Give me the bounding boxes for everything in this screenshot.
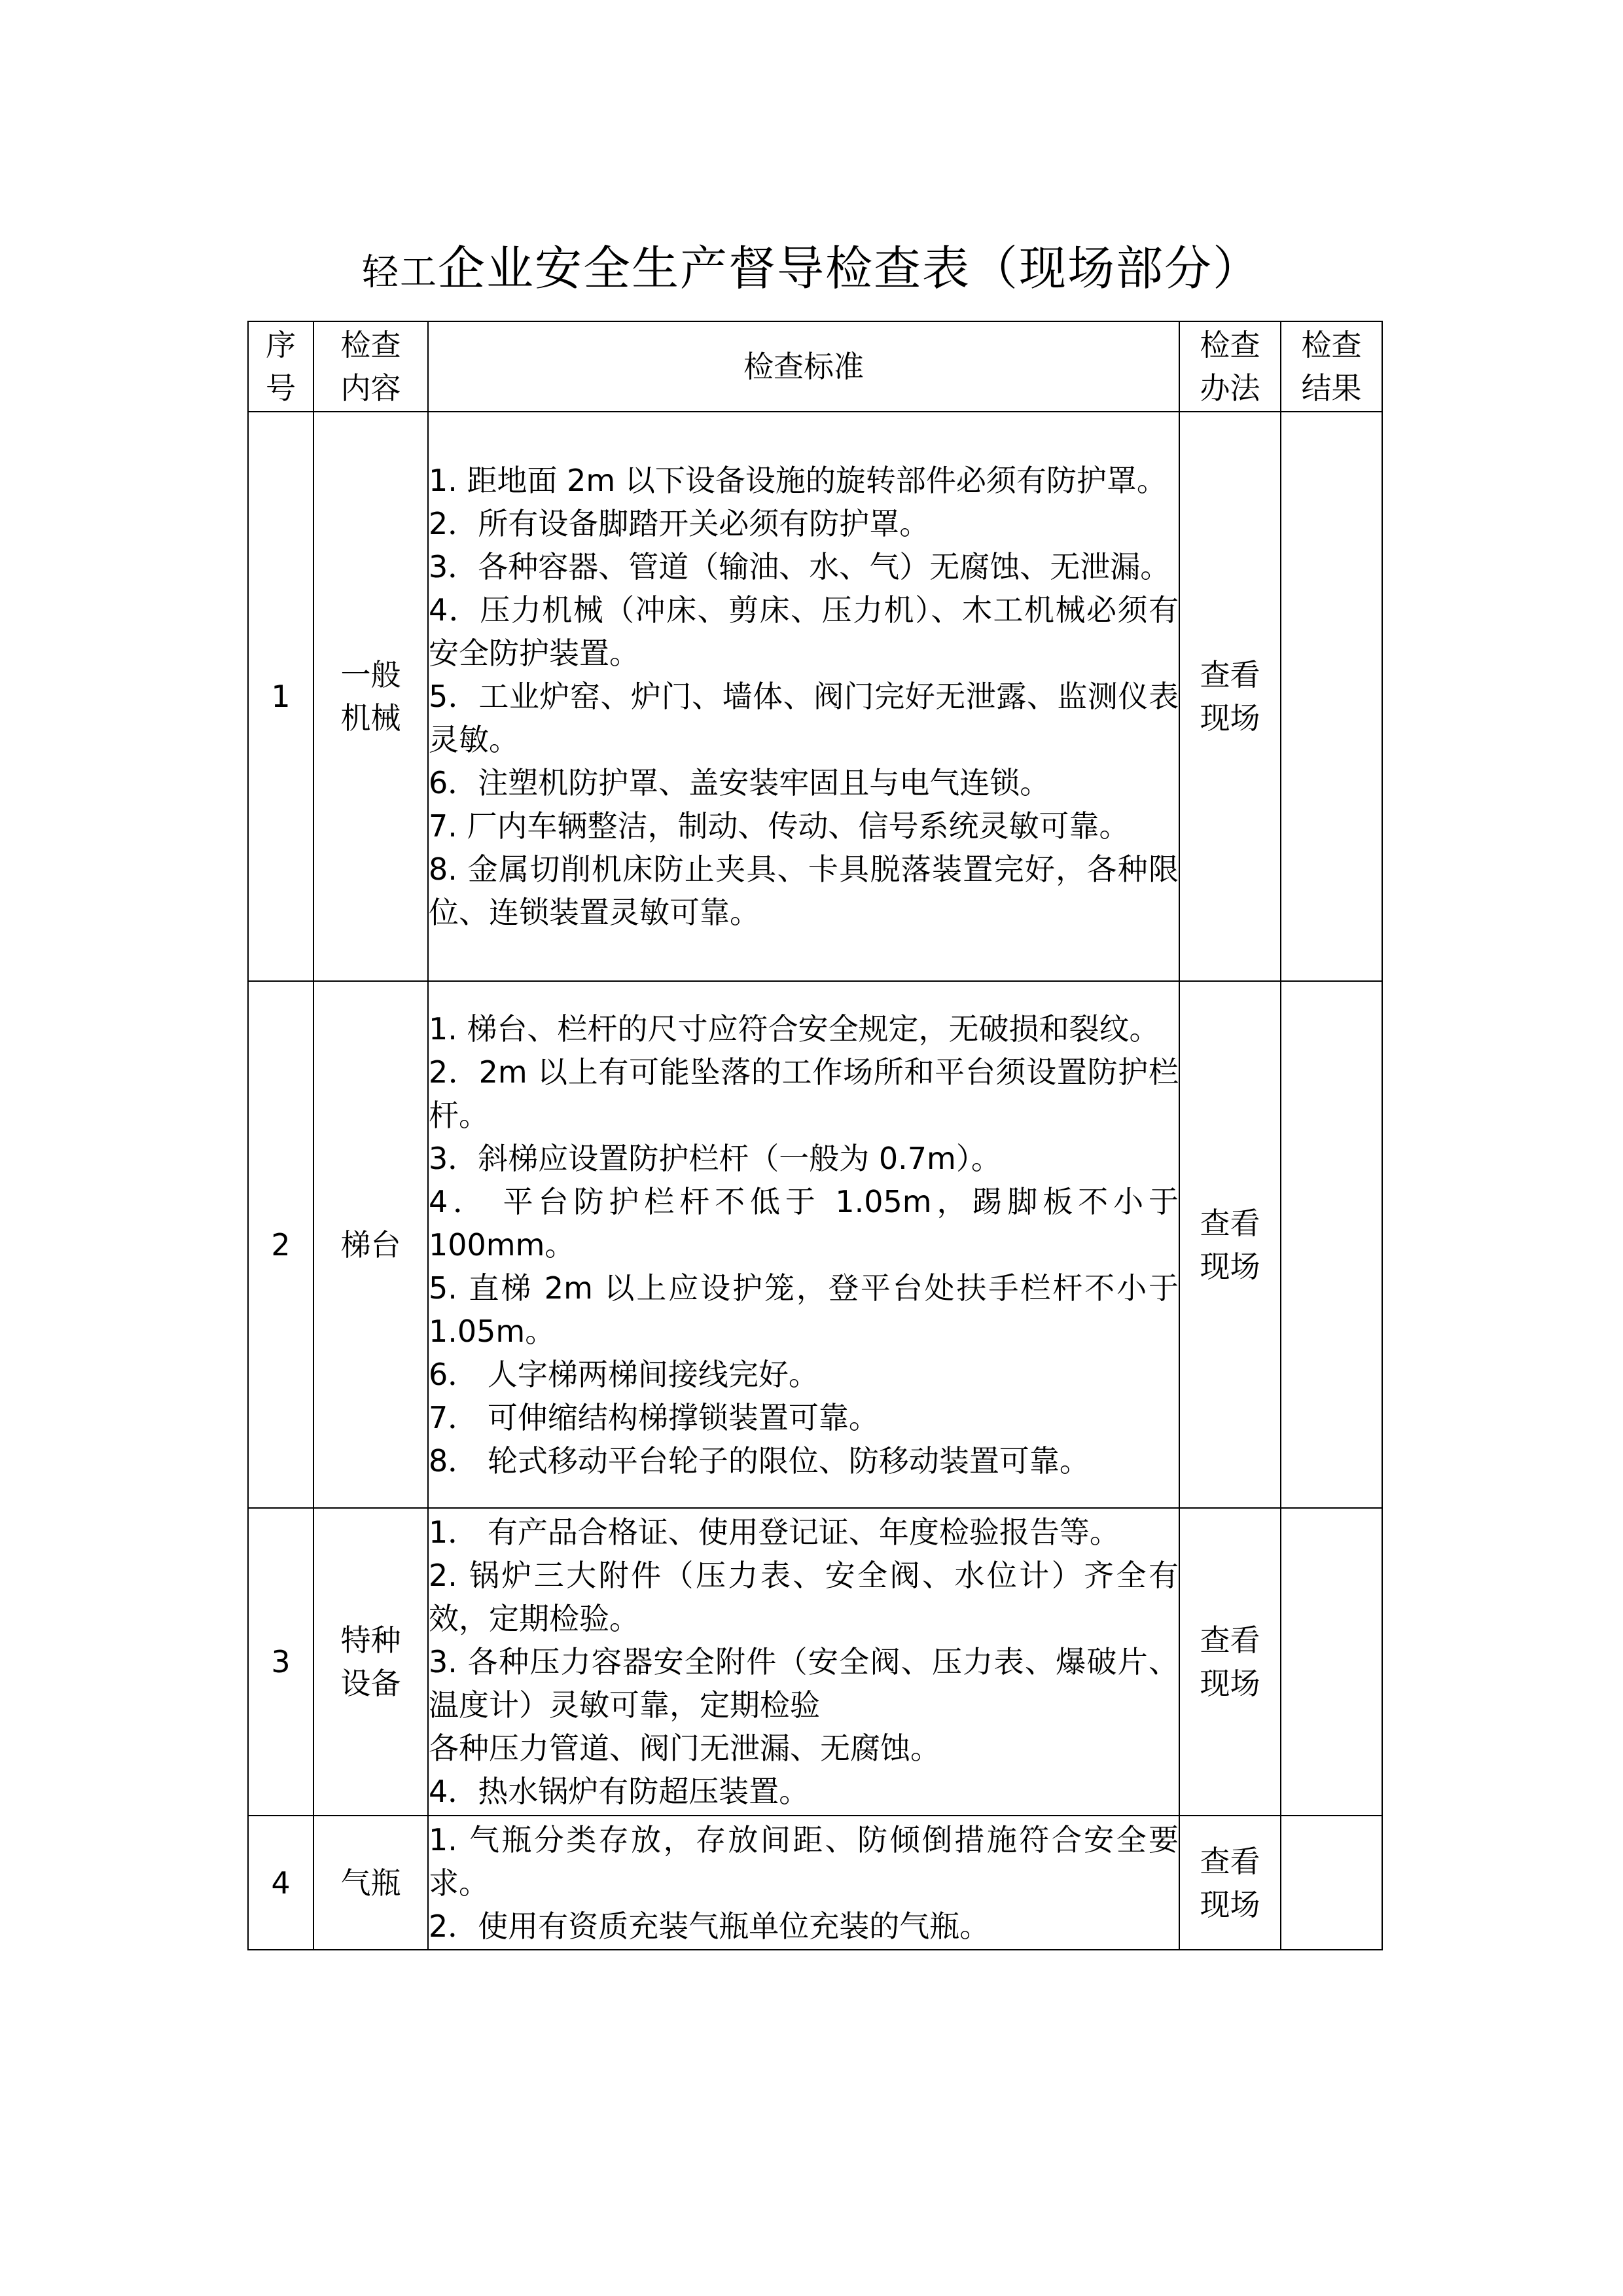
table-row	[248, 412, 1382, 981]
standard-item: 3. 各种压力容器安全附件（安全阀、压力表、爆破片、温度计）灵敏可靠，定期检验	[429, 1644, 1179, 1723]
standard-item: 1． 有产品合格证、使用登记证、年度检验报告等。	[429, 1515, 1120, 1550]
row-method: 查看现场	[1179, 981, 1281, 1508]
standard-item: 6． 人字梯两梯间接线完好。	[429, 1356, 819, 1392]
title-prefix: 轻工	[361, 251, 438, 294]
row-standard	[428, 1508, 1179, 1816]
standard-item: 3．斜梯应设置防护栏杆（一般为 0.7m）。	[429, 1140, 1001, 1176]
standard-item: 2．使用有资质充装气瓶单位充装的气瓶。	[429, 1908, 990, 1944]
standard-list	[429, 1007, 1179, 1482]
header-row	[248, 321, 1382, 412]
standard-item: 2．所有设备脚踏开关必须有防护罩。	[429, 506, 930, 541]
inspection-table	[247, 321, 1383, 1950]
standard-item: 4．压力机械（冲床、剪床、压力机）、木工机械必须有安全防护装置。	[429, 592, 1179, 671]
header-standard: 检查标准	[428, 321, 1179, 412]
row-method: 查看现场	[1179, 412, 1281, 981]
row-standard	[428, 412, 1179, 981]
header-no: 序号	[248, 321, 313, 412]
header-result: 检查结果	[1281, 321, 1382, 412]
standard-item: 4． 平台防护栏杆不低于 1.05m，踢脚板不小于 100mm。	[429, 1183, 1179, 1263]
standard-list	[429, 1511, 1179, 1813]
standard-item: 7． 可伸缩结构梯撑锁装置可靠。	[429, 1399, 879, 1435]
row-result	[1281, 1508, 1382, 1816]
row-method: 查看现场	[1179, 1816, 1281, 1950]
standard-item: 1. 梯台、栏杆的尺寸应符合安全规定，无破损和裂纹。	[429, 1011, 1160, 1047]
row-result	[1281, 412, 1382, 981]
standard-item: 3．各种容器、管道（输油、水、气）无腐蚀、无泄漏。	[429, 549, 1171, 584]
row-number: 4	[248, 1816, 313, 1950]
table-row	[248, 981, 1382, 1508]
standard-item: 6．注塑机防护罩、盖安装牢固且与电气连锁。	[429, 765, 1050, 800]
standard-item: 5．工业炉窑、炉门、墙体、阀门完好无泄露、监测仪表灵敏。	[429, 679, 1179, 757]
standard-list	[429, 459, 1179, 934]
standard-item: 1. 距地面 2m 以下设备设施的旋转部件必须有防护罩。	[429, 463, 1167, 498]
table-row	[248, 1816, 1382, 1950]
standard-item: 8. 金属切削机床防止夹具、卡具脱落装置完好，各种限位、连锁装置灵敏可靠。	[429, 852, 1179, 930]
standard-item: 8． 轮式移动平台轮子的限位、防移动装置可靠。	[429, 1443, 1090, 1479]
row-number: 3	[248, 1508, 313, 1816]
row-content: 一般机械	[313, 412, 428, 981]
row-standard	[428, 981, 1179, 1508]
standard-item: 各种压力管道、阀门无泄漏、无腐蚀。	[429, 1731, 940, 1766]
document-title	[0, 236, 1623, 306]
row-result	[1281, 981, 1382, 1508]
table-row	[248, 1508, 1382, 1816]
standard-item: 2．2m 以上有可能坠落的工作场所和平台须设置防护栏杆。	[429, 1054, 1179, 1133]
row-content: 梯台	[313, 981, 428, 1508]
standard-item: 7. 厂内车辆整洁，制动、传动、信号系统灵敏可靠。	[429, 808, 1130, 844]
standard-item: 2. 锅炉三大附件（压力表、安全阀、水位计）齐全有效，定期检验。	[429, 1558, 1179, 1636]
header-method: 检查办法	[1179, 321, 1281, 412]
standard-item: 4．热水锅炉有防超压装置。	[429, 1774, 810, 1809]
header-content: 检查内容	[313, 321, 428, 412]
row-standard	[428, 1816, 1179, 1950]
row-number: 2	[248, 981, 313, 1508]
row-number: 1	[248, 412, 313, 981]
standard-item: 1. 气瓶分类存放，存放间距、防倾倒措施符合安全要求。	[429, 1821, 1179, 1901]
row-result	[1281, 1816, 1382, 1950]
row-content: 气瓶	[313, 1816, 428, 1950]
row-method: 查看现场	[1179, 1508, 1281, 1816]
standard-list	[429, 1818, 1179, 1948]
standard-item: 5. 直梯 2m 以上应设护笼，登平台处扶手栏杆不小于 1.05m。	[429, 1270, 1179, 1349]
row-content: 特种设备	[313, 1508, 428, 1816]
title-main: 企业安全生产督导检查表（现场部分）	[437, 241, 1261, 296]
